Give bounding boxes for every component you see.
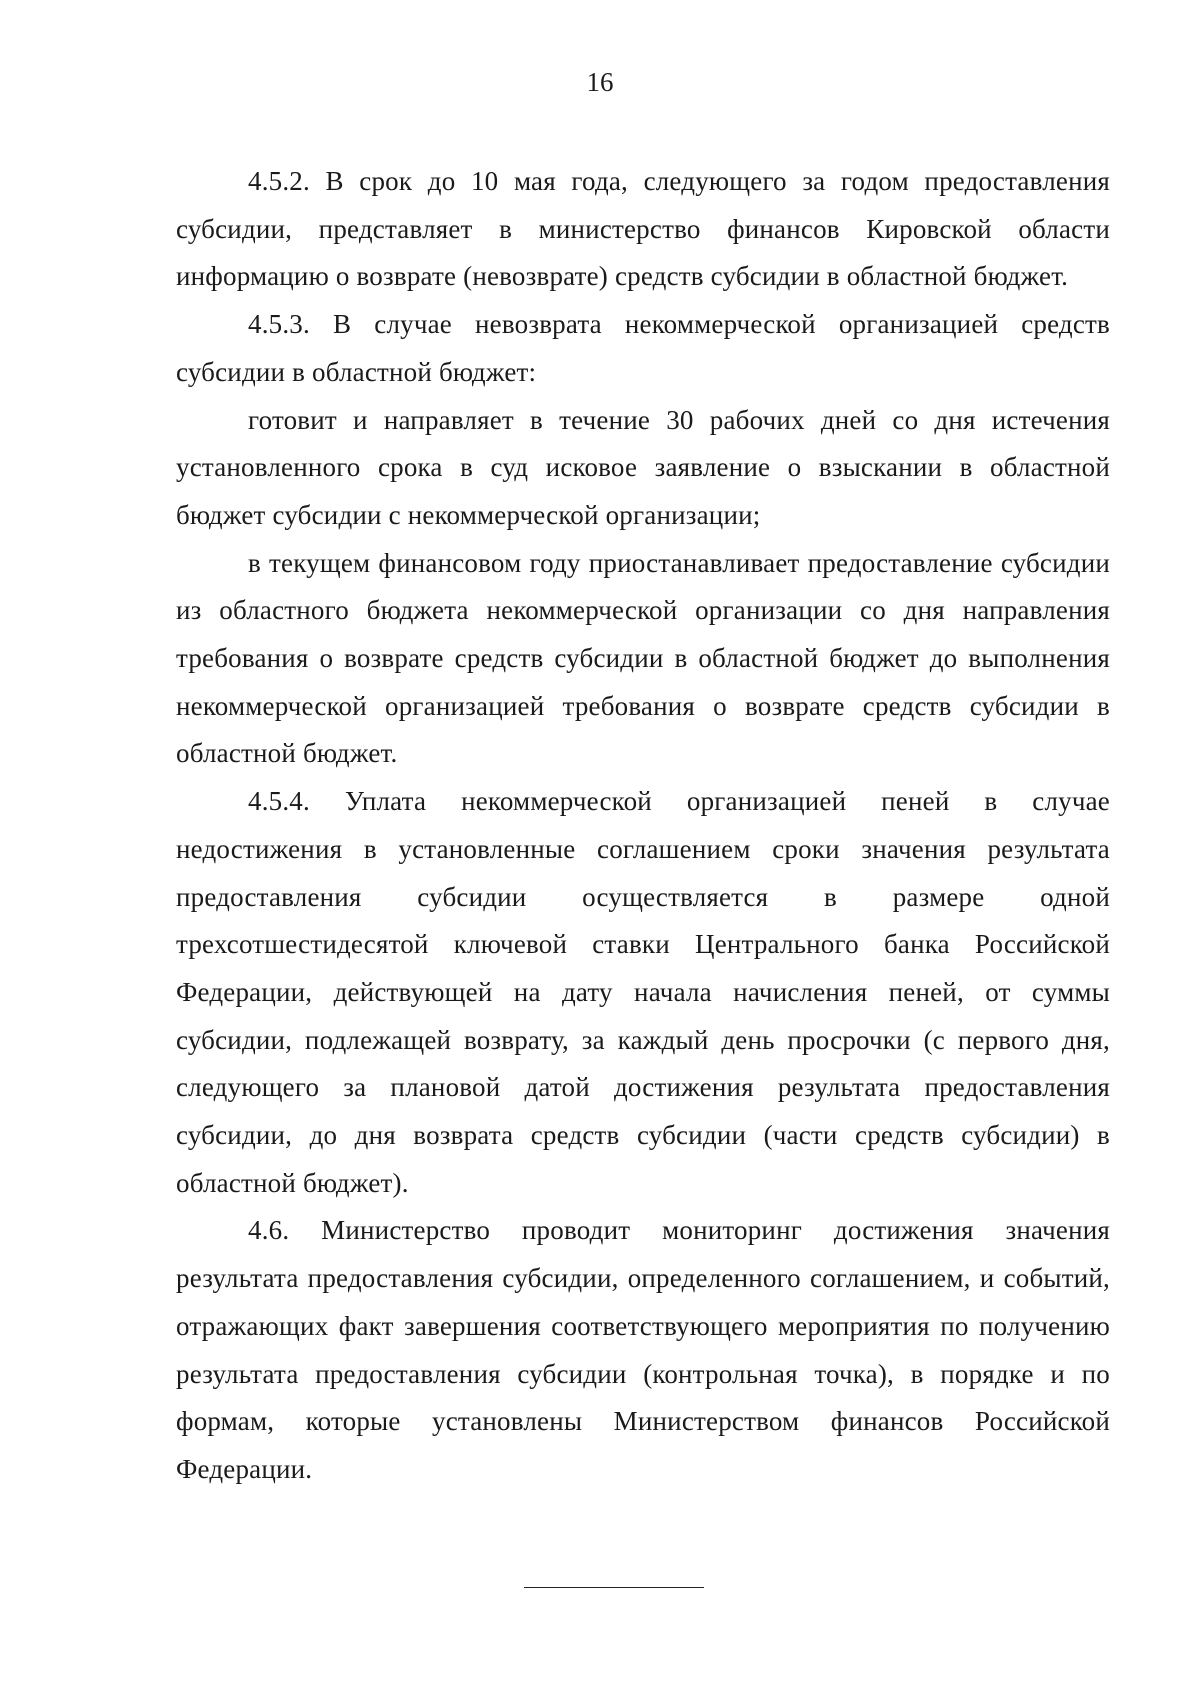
paragraph-lawsuit: готовит и направляет в течение 30 рабочих дней со дня истечения установленного срока в суд исковое заявление о взыскании в областной бюджет субсидии с некоммерческой организации; xyxy=(176,404,1110,530)
paragraph-suspension: в текущем финансовом году приостанавливает предоставление субсидии из областного бюджета некоммерческой организации со дня направления требования о возврате средств субсидии в областной бюджет до выполнения некоммерческой организацией требования о возврате средств субсидии в областной бюджет. xyxy=(176,547,1110,769)
document-body xyxy=(176,158,1110,1494)
paragraph-4-5-2: 4.5.2. В срок до 10 мая года, следующего за годом предоставления субсидии, представляет в министерство финансов Кировской области информацию о возврате (невозврате) средств субсидии в областной бюджет. xyxy=(176,166,1110,292)
page-number: 16 xyxy=(586,67,614,97)
end-of-text-rule xyxy=(524,1587,704,1588)
paragraph-4-6: 4.6. Министерство проводит мониторинг достижения значения результата предоставления субсидии, определенного соглашением, и событий, отражающих факт завершения соответствующего мероприятия по получению результата предоставления субсидии (контрольная точка), в порядке и по формам, которые установлены Министерством финансов Российской Федерации. xyxy=(176,1215,1110,1484)
paragraph-4-5-4: 4.5.4. Уплата некоммерческой организацией пеней в случае недостижения в установленные соглашением сроки значения результата предоставления субсидии осуществляется в размере одной трехсотшестидесятой ключевой ставки Центрального банка Российской Федерации, действующей на дату начала начисления пеней, от суммы субсидии, подлежащей возврату, за каждый день просрочки (с первого дня, следующего за плановой датой достижения результата предоставления субсидии, до дня возврата средств субсидии (части средств субсидии) в областной бюджет). xyxy=(176,786,1110,1198)
paragraph-4-5-3: 4.5.3. В случае невозврата некоммерческой организацией средств субсидии в областной бюджет: xyxy=(176,309,1110,387)
